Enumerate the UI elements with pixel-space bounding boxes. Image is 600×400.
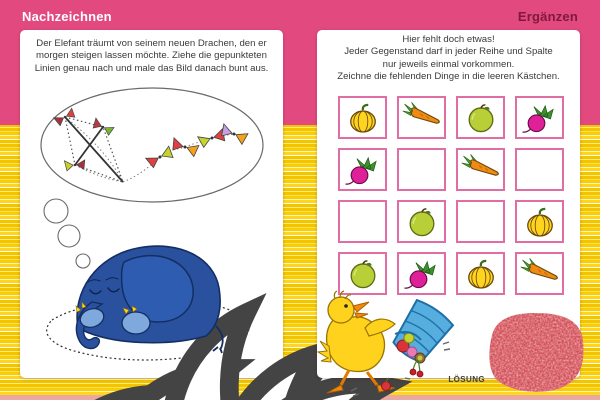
instruction-line: Linien genau nach und male das Bild danach bunt aus.: [34, 62, 269, 74]
pumpkin-icon: [460, 258, 502, 290]
solution-scratch-area[interactable]: [486, 311, 586, 395]
grid-cell-pumpkin: [338, 96, 387, 139]
radish-icon: [401, 258, 443, 290]
carrot-icon: [460, 154, 502, 186]
right-instructions: [317, 34, 580, 84]
carrot-icon: [401, 102, 443, 134]
grid-cell-pumpkin: [515, 200, 564, 243]
grid-cell-empty[interactable]: [515, 148, 564, 191]
grid-cell-empty[interactable]: [338, 200, 387, 243]
instruction-line: Der Elefant träumt von seinem neuen Drachen, den er: [36, 38, 267, 49]
grid-cell-apple: [456, 96, 505, 139]
apple-icon: [401, 206, 443, 238]
grid-cell-apple: [397, 200, 446, 243]
grid-cell-radish: [515, 96, 564, 139]
radish-icon: [519, 102, 561, 134]
elephant-dream-illustration: [20, 30, 283, 378]
pumpkin-icon: [342, 102, 384, 134]
grid-cell-carrot: [397, 96, 446, 139]
carrot-icon: [519, 258, 561, 290]
radish-icon: [342, 154, 384, 186]
thought-bubble-small: [44, 199, 68, 223]
puzzle-grid: [338, 96, 564, 295]
grid-cell-carrot: [456, 148, 505, 191]
grid-cell-empty[interactable]: [456, 200, 505, 243]
grid-cell-radish: [338, 148, 387, 191]
apple-icon: [460, 102, 502, 134]
left-page-title: Nachzeichnen: [22, 9, 112, 24]
left-page: [20, 30, 283, 378]
instruction-line: Jeder Gegenstand darf in jeder Reihe und Spalte: [344, 46, 553, 58]
instruction-line: Hier fehlt doch etwas!: [402, 34, 495, 45]
grid-cell-empty[interactable]: [397, 148, 446, 191]
instruction-line: nur jeweils einmal vorkommen.: [382, 58, 515, 70]
right-page-title: Ergänzen: [517, 9, 578, 24]
falling-fruit-icon: [382, 360, 424, 391]
apple-icon: [342, 258, 384, 290]
thought-bubble-small: [76, 254, 90, 268]
grid-cell-carrot: [515, 252, 564, 295]
solution-label: LÖSUNG: [448, 375, 485, 384]
instruction-line: Zeichne die fehlenden Dinge in die leeren Kästchen.: [337, 71, 560, 83]
thought-bubble-small: [58, 225, 80, 247]
instruction-line: morgen steigen lassen möchte. Ziehe die gepunkteten: [36, 50, 267, 62]
vegetable-basket-icon: [388, 298, 455, 367]
duck-icon: [318, 291, 395, 393]
pumpkin-icon: [519, 206, 561, 238]
